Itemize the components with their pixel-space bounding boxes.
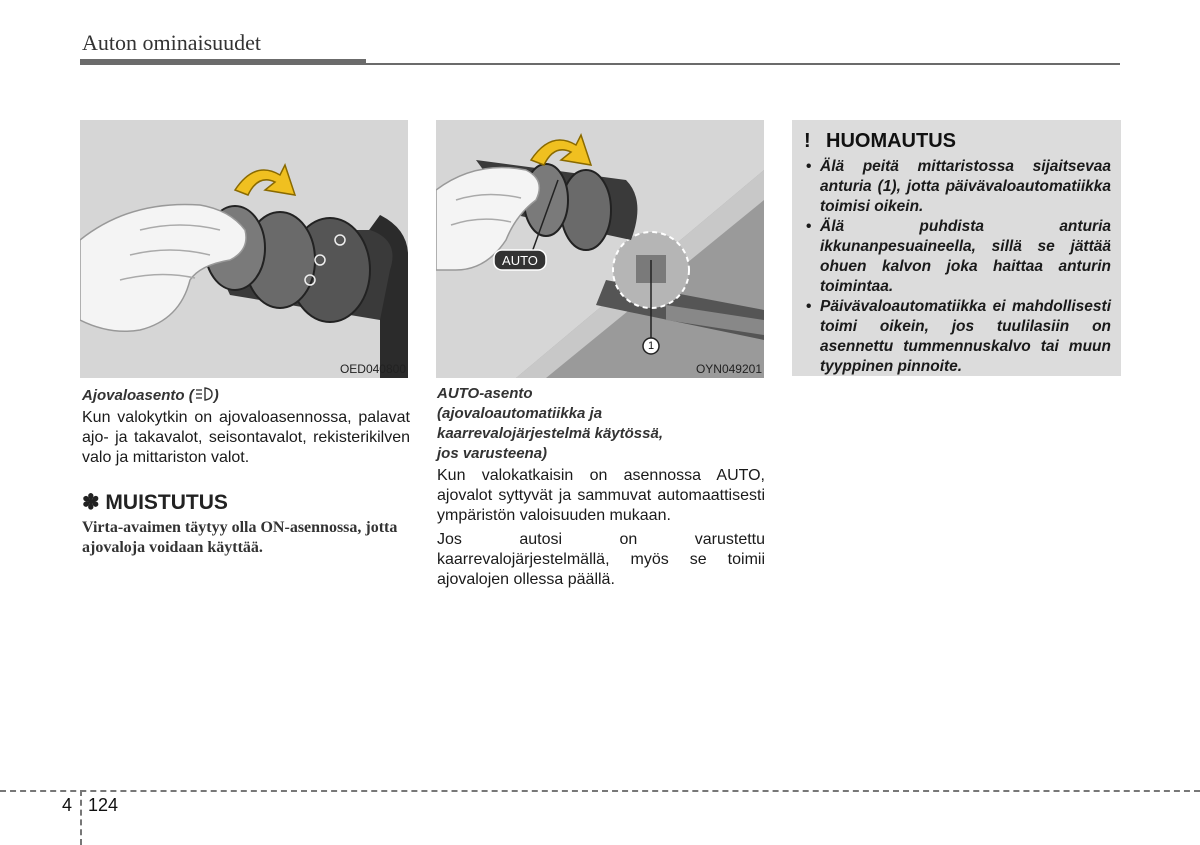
caution-item: • Päivävaloautomatiikka ei mahdollisesti toimi oikein, jos tuulilasiin on asennettu tummennuskalvo tai muun tyyppinen pinnoite. (802, 297, 1111, 377)
caution-title-text: HUOMAUTUS (826, 130, 956, 152)
auto-badge: AUTO (502, 253, 538, 268)
header-rule (366, 63, 1120, 65)
caution-title (804, 130, 1111, 153)
auto-paragraph: Kun valokatkaisin on asennossa AUTO, ajovalot syttyvät ja sammuvat automaattisesti ympäristön valoisuuden mukaan. (437, 467, 765, 524)
notice-heading: ✽ MUISTUTUS (82, 491, 228, 514)
figure-auto-sensor (436, 120, 764, 378)
section-subheading (82, 386, 410, 406)
auto-subheading-line: jos varusteena) (437, 445, 548, 462)
figure-headlight-switch (80, 120, 408, 378)
page-header-title: Auton ominaisuudet (82, 30, 262, 55)
auto-description (437, 466, 765, 590)
headlight-icon (195, 386, 213, 402)
figure-code: OED040800 (339, 362, 406, 376)
auto-subheading-line: AUTO-asento (437, 385, 533, 402)
header-accent-bar (80, 59, 366, 65)
subheading-text-end: ) (213, 387, 219, 404)
notice-text: Virta-avaimen täytyy olla ON-asennossa, jotta ajovaloja voidaan käyttää. (82, 519, 398, 556)
footer-rule (0, 790, 1200, 792)
figure-code: OYN049201 (695, 362, 762, 376)
sensor-callout-number: 1 (647, 340, 655, 352)
footer-divider (80, 790, 82, 845)
middle-column (437, 384, 765, 590)
auto-subheading-line: (ajovaloautomatiikka ja (437, 405, 603, 422)
warning-icon: ! (804, 130, 811, 152)
caution-item: • Älä peitä mittaristossa sijaitsevaa anturia (1), jotta päivävaloautomatiikka toimisi oikein. (802, 157, 1111, 217)
chapter-number: 4 (62, 795, 73, 815)
left-column (82, 386, 410, 558)
headlight-description: Kun valokytkin on ajovaloasennossa, palavat ajo- ja takavalot, seisontavalot, rekisterikilven valo ja mittariston valot. (82, 409, 410, 466)
headlight-switch-illustration (80, 120, 408, 378)
caution-box (792, 120, 1121, 376)
auto-sensor-illustration (436, 120, 764, 378)
auto-subheading (437, 384, 765, 464)
caution-list (802, 157, 1111, 377)
cornering-light-paragraph: Jos autosi on varustettu kaarrevalojärjestelmällä, myös se toimii ajovalojen ollessa päällä. (437, 531, 765, 588)
subheading-text: Ajovaloasento ( (82, 387, 194, 404)
page-number: 124 (88, 795, 119, 815)
caution-item: • Älä puhdista anturia ikkunanpesuaineella, sillä se jättää ohuen kalvon joka haittaa anturin toimintaa. (802, 217, 1111, 297)
auto-subheading-line: kaarrevalojärjestelmä käytössä, (437, 425, 663, 442)
